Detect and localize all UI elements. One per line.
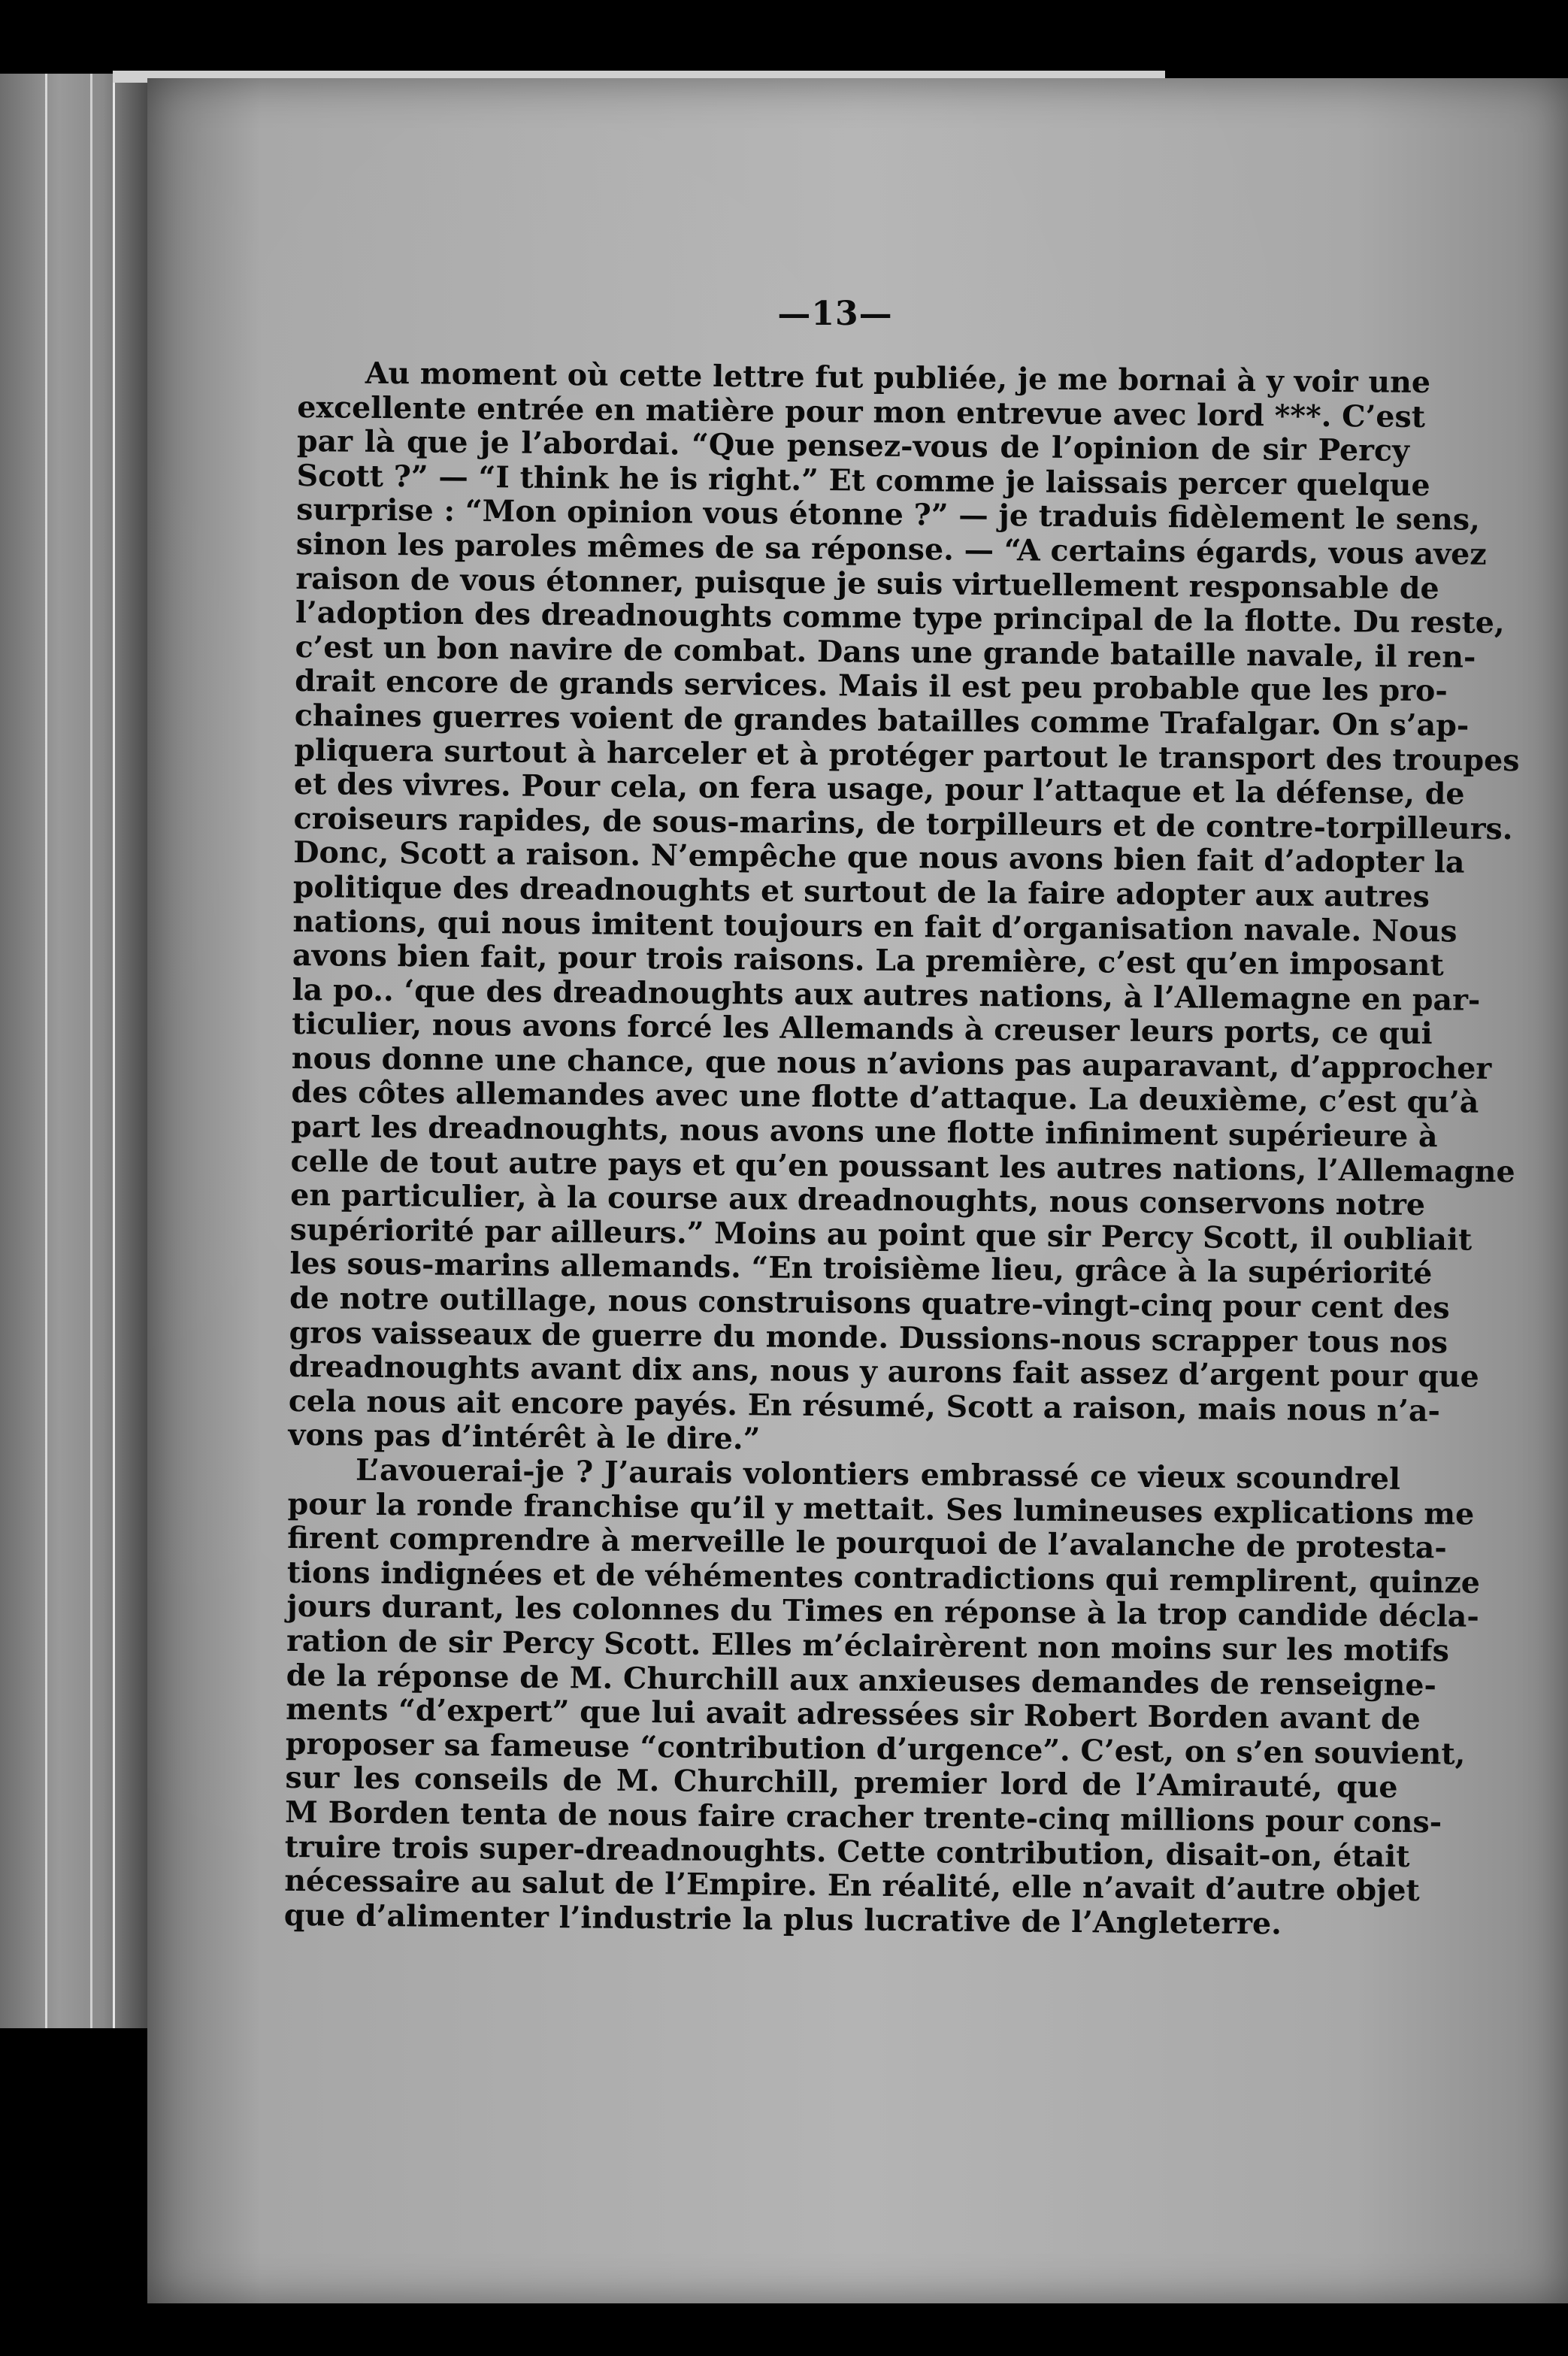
- text-line: firent comprendre à merveille le pourquoi de l’avalanche de protesta-: [287, 1521, 1447, 1566]
- text-line: c’est un bon navire de combat. Dans une grande bataille navale, il ren-: [295, 629, 1476, 675]
- text-line: L’avouerai-je ? J’aurais volontiers embrassé ce vieux scoundrel: [355, 1452, 1401, 1497]
- text-line: excellente entrée en matière pour mon entrevue avec lord ***. C’est: [297, 389, 1426, 435]
- text-line: de notre outillage, nous construisons quatre-vingt-cinq pour cent des: [289, 1280, 1450, 1326]
- text-line: ration de sir Percy Scott. Elles m’éclairèrent non moins sur les motifs: [286, 1623, 1450, 1669]
- text-line: part les dreadnoughts, nous avons une flotte infiniment supérieure à: [290, 1110, 1438, 1155]
- text-line: jours durant, les colonnes du Times en réponse à la trop candide décla-: [286, 1589, 1479, 1635]
- text-line: tions indignées et de véhémentes contradictions qui remplirent, quinze: [286, 1555, 1481, 1600]
- text-line: des côtes allemandes avec une flotte d’attaque. La deuxième, c’est qu’à: [291, 1075, 1479, 1121]
- text-line: chaines guerres voient de grandes batailles comme Trafalgar. On s’ap-: [294, 698, 1470, 743]
- text-line: pour la ronde franchise qu’il y mettait. Ses lumineuses explications me: [287, 1486, 1475, 1532]
- text-line: supériorité par ailleurs.” Moins au point que sir Percy Scott, il oubliait: [289, 1212, 1473, 1258]
- text-line: Scott ?” — “I think he is right.” Et comme je laissais percer quelque: [296, 458, 1430, 503]
- text-line: la po.. ‘que des dreadnoughts aux autres nations, à l’Allemagne en par-: [292, 972, 1481, 1018]
- text-line: ments “d’expert” que lui avait adressées sir Robert Borden avant de: [286, 1692, 1421, 1737]
- text-line: avons bien fait, pour trois raisons. La première, c’est qu’en imposant: [292, 938, 1444, 983]
- text-line: dreadnoughts avant dix ans, nous y aurons fait assez d’argent pour que: [289, 1349, 1479, 1395]
- text-line: et des vivres. Pour cela, on fera usage, pour l’attaque et la défense, de: [293, 767, 1465, 812]
- body-text: [283, 356, 1520, 1943]
- text-line: par là que je l’abordai. “Que pensez-vous de l’opinion de sir Percy: [296, 424, 1410, 469]
- text-line: nous donne une chance, que nous n’avions pas auparavant, d’approcher: [291, 1040, 1492, 1086]
- text-line: de la réponse de M. Churchill aux anxieuses demandes de renseigne-: [286, 1658, 1437, 1703]
- text-line: surprise : “Mon opinion vous étonne ?” — je traduis fidèlement le sens,: [296, 492, 1481, 538]
- text-line: pliquera surtout à harceler et à protéger partout le transport des troupes: [294, 732, 1520, 778]
- text-line: truire trois super-dreadnoughts. Cette contribution, disait-on, était: [284, 1829, 1410, 1874]
- text-line: proposer sa fameuse “contribution d’urgence”. C’est, on s’en souvient,: [285, 1726, 1466, 1772]
- text-line: nécessaire au salut de l’Empire. En réalité, elle n’avait d’autre objet: [284, 1864, 1421, 1909]
- text-line: les sous-marins allemands. “En troisième lieu, grâce à la supériorité: [289, 1246, 1433, 1292]
- text-line: vons pas d’intérêt à le dire.”: [288, 1418, 761, 1457]
- text-line: politique des dreadnoughts et surtout de la faire adopter aux autres: [292, 869, 1430, 915]
- scanned-page: [147, 78, 1568, 2303]
- page-fold-line: [90, 74, 92, 2028]
- adjacent-page-edge: [0, 74, 147, 2028]
- text-line: sur les conseils de M. Churchill, premier lord de l’Amirauté, que: [285, 1761, 1398, 1806]
- text-line: M Borden tenta de nous faire cracher trente-cinq millions pour cons-: [284, 1794, 1442, 1840]
- page-number: —13—: [777, 295, 893, 333]
- text-line: sinon les paroles mêmes de sa réponse. — “A certains égards, vous avez: [295, 526, 1487, 572]
- text-line: croiseurs rapides, de sous-marins, de torpilleurs et de contre-torpilleurs.: [293, 801, 1513, 846]
- text-line: raison de vous étonner, puisque je suis virtuellement responsable de: [295, 561, 1439, 606]
- text-line: l’adoption des dreadnoughts comme type principal de la flotte. Du reste,: [295, 595, 1505, 641]
- text-line: que d’alimenter l’industrie la plus lucrative de l’Angleterre.: [283, 1897, 1282, 1942]
- text-line: cela nous ait encore payés. En résumé, Scott a raison, mais nous n’a-: [288, 1383, 1441, 1429]
- text-line: ticulier, nous avons forcé les Allemands à creuser leurs ports, ce qui: [292, 1007, 1433, 1052]
- text-line: en particulier, à la course aux dreadnoughts, nous conservons notre: [290, 1178, 1426, 1223]
- text-line: celle de tout autre pays et qu’en poussant les autres nations, l’Allemagne: [290, 1143, 1515, 1189]
- text-line: drait encore de grands services. Mais il est peu probable que les pro-: [295, 664, 1448, 709]
- page-fold-line: [113, 74, 115, 2028]
- text-line: Donc, Scott a raison. N’empêche que nous avons bien fait d’adopter la: [293, 835, 1465, 880]
- text-line: nations, qui nous imitent toujours en fait d’organisation navale. Nous: [292, 904, 1458, 949]
- text-line: gros vaisseaux de guerre du monde. Dussions-nous scrapper tous nos: [289, 1315, 1448, 1361]
- text-line: Au moment où cette lettre fut publiée, je me bornai à y voir une: [365, 356, 1431, 401]
- page-fold-line: [45, 74, 47, 2028]
